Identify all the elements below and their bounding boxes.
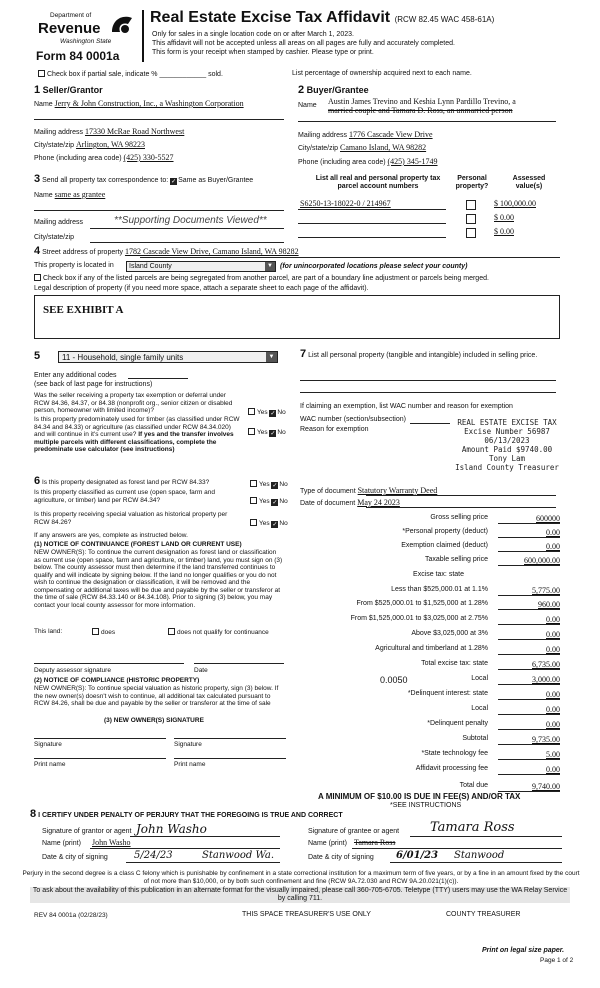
does-not-checkbox[interactable]: does not qualify for continuance xyxy=(168,628,269,637)
dept-line1: Department of xyxy=(50,12,92,19)
list-percentage: List percentage of ownership acquired next to each name. xyxy=(292,70,472,77)
assessed-value[interactable]: $ 0.00 xyxy=(494,213,514,222)
document-date[interactable]: May 24 2023 xyxy=(357,498,400,507)
gross-selling-price: Gross selling price 600000 xyxy=(430,514,560,523)
dept-line2: Revenue xyxy=(38,20,101,37)
buyer-mailing[interactable]: 1776 Cascade View Drive xyxy=(348,130,433,139)
local-rate: 0.0050 xyxy=(380,675,408,685)
forest-answer[interactable]: Yes ✓ No xyxy=(250,480,288,489)
bracket-1: Less than $525,000.01 at 1.1% 5,775.00 xyxy=(391,586,560,595)
chevron-down-icon: ▼ xyxy=(266,352,277,362)
grantor-name[interactable]: John Washo xyxy=(92,838,131,847)
section-8: 8 I CERTIFY UNDER PENALTY OF PERJURY THAT THE FOREGOING IS TRUE AND CORRECT Signature of grantor or agent John Washo Name (print) John Washo Date & city of signing 5/24/23 Stanwood Wa. Signature of grantee or agent Tamara Ross Name (print) Tamara Ross Date & city of signing 6/01/23 Stanwood xyxy=(30,810,570,870)
seller-phone[interactable]: (425) 330-5527 xyxy=(123,153,174,162)
header-note1: Only for sales in a single location code on or after March 1, 2023. xyxy=(152,31,354,38)
personal-property-deduct: *Personal property (deduct) 0.00 xyxy=(402,528,560,537)
table-row xyxy=(298,227,560,239)
tax-calculation xyxy=(0,514,600,804)
grantor-signature[interactable]: John Washo xyxy=(136,822,207,836)
legal-size-note: Print on legal size paper. xyxy=(482,947,565,954)
dor-logo-icon xyxy=(108,12,134,38)
buyer-city[interactable]: Camano Island, WA 98282 xyxy=(340,143,427,152)
seller-mailing[interactable]: 17330 McRae Road Northwest xyxy=(84,127,185,136)
taxable-selling-price: Taxable selling price 600,000.00 xyxy=(424,556,560,565)
parcel-table: List all real and personal property tax parcel account numbers Personal property? Assessed value(s) S6250-13-18022-0 / 214967 $ 100,000.00 $ 0.00 $ 0.00 xyxy=(298,175,560,245)
current-use-answer[interactable]: Yes ✓ No xyxy=(250,497,288,506)
does-checkbox[interactable]: does xyxy=(92,628,115,637)
section-6: 6 Is this property designated as forest land per RCW 84.33? Yes ✓ No Is this property classified as current use (open space, farm and agriculture, or timber) land per RCW 84.34? Yes ✓ No Is this property receiving special valuation as historical property per RCW 84.26? Yes ✓ No If any answers are yes, complete as instructed below. (1) NOTICE OF CONTINUANCE (FOREST LAND OR CURRENT USE) NEW OWNER(S): To continue the current designation as forest land or classification as current use (open space, farm and agriculture, or timber) land, you must sign on (3) below. The county assessor must then determine if the land transferred continues to qualify and will indicate by signing below. If the land no longer qualifies or you do not wish to continue the designation or classification, it will be removed and the compensating or additional taxes will be due and payable by the seller or transferor at the time of sale (RCW 84.33.140 or 84.34.108). Prior to signing (3) below, you may contact your local county assessor for more information. This land: does does not qualify for continuance Deputy assessor signature Date (2) NOTICE OF COMPLIANCE (HISTORIC PROPERTY) NEW OWNER(S): To continue special valuation as historic property, sign (3) below. If the new owner(s) doesn't wish to continue, all additional tax calculated pursuant to RCW 84.26, shall be due and payable by the seller or transferor at the time of sale (3) NEW OWNER(S) SIGNATURE Signature Signature Print name Print name xyxy=(34,475,288,768)
header-note3: This form is your receipt when stamped by cashier. Please type or print. xyxy=(152,49,374,56)
section-5: 5 11 - Household, single family units ▼ Enter any additional codes (see back of last page for instructions) Was the seller receiving a property tax exemption or deferral under RCW 84.36, 84.37, or 84.38 (nonprofit org., senior citizen or disabled person, homeowner with limited income)? Yes ✓ No Is this property predominately used for timber (as classified under RCW 84.34 and 84.33) or agriculture (as classified under RCW 84.34.020) and will continue in it's current use? If yes and the transfer involves multiple parcels with different classifications, complete the predominate use calculator (see instructions) Yes ✓ No xyxy=(34,350,286,453)
total-due: Total due 9,740.00 xyxy=(459,782,560,791)
header-note2: This affidavit will not be accepted unless all areas on all pages are fully and accurately completed. xyxy=(152,40,455,47)
delinquent-interest-local: Local 0.00 xyxy=(471,705,560,714)
bracket-3: From $1,525,000.01 to $3,025,000 at 2.75% 0.00 xyxy=(350,615,560,624)
seller-section: 1 Seller/Grantor Name Jerry & John Construction, Inc., a Washington Corporation Mailing address 17330 McRae Road Northwest City/state/zip Arlington, WA 98223 Phone (including area code) (425) 330-5527 xyxy=(34,84,290,168)
personal-property-checkbox[interactable] xyxy=(466,228,476,238)
section-7: 7 List all personal property (tangible and intangible) included in selling price. If claiming an exemption, list WAC number and reason for exemption WAC number (section/subsection) Reason for exemption REAL ESTATE EXCISE TAX Excise Number 56987 06/13/2023 Amount Paid $9740.00 Tony Lam Island County Treasurer Type of document Statutory Warranty Deed Date of document May 24 2023 xyxy=(300,350,562,510)
county-treasurer: COUNTY TREASURER xyxy=(446,911,521,918)
subtotal: Subtotal 9,735.00 xyxy=(462,735,560,744)
correspondence-name[interactable]: same as grantee xyxy=(54,190,106,199)
grantee-name[interactable]: Tamara Ross xyxy=(354,838,396,847)
bracket-4: Above $3,025,000 at 3% 0.00 xyxy=(411,630,560,639)
q2-answer[interactable]: Yes ✓ No xyxy=(248,428,286,437)
table-row xyxy=(298,213,560,225)
personal-property-checkbox[interactable] xyxy=(466,214,476,224)
delinquent-penalty: *Delinquent penalty 0.00 xyxy=(427,720,560,729)
supporting-documents-stamp: **Supporting Documents Viewed** xyxy=(114,215,267,226)
legal-description-box[interactable]: SEE EXHIBIT A xyxy=(34,295,560,339)
grantee-city[interactable]: Stanwood xyxy=(454,850,505,861)
grantor-city[interactable]: Stanwood Wa. xyxy=(202,850,275,861)
excise-tax-state-heading: Excise tax: state xyxy=(413,571,464,578)
agricultural-timberland: Agricultural and timberland at 1.28% 0.00 xyxy=(375,645,560,654)
alternate-format-notice: To ask about the availability of this publication in an alternate format for the visually impaired, please call 360-705-6705. Teletype (TTY) users may use the WA Relay Service by calling 711. xyxy=(30,887,570,903)
county-select[interactable]: Island County ▼ xyxy=(126,261,276,272)
affidavit-processing-fee: Affidavit processing fee 0.00 xyxy=(415,765,560,774)
page-title: Real Estate Excise Tax Affidavit (RCW 82.45 WAC 458-61A) xyxy=(150,9,495,26)
state-technology-fee: *State technology fee 5.00 xyxy=(421,750,560,759)
buyer-section: 2 Buyer/Grantee Name Austin James Trevino and Keshia Lynn Pardillo Trevino, a married couple and Tamara D. Ross, an unmarried person Mailing address 1776 Cascade View Drive City/state/zip Camano Island, WA 98282 Phone (including area code) (425) 345-1749 xyxy=(298,84,560,168)
excise-paid-stamp: REAL ESTATE EXCISE TAX Excise Number 56987 06/13/2023 Amount Paid $9740.00 Tony Lam Island County Treasurer xyxy=(455,418,559,472)
exemption-claimed: Exemption claimed (deduct) 0.00 xyxy=(401,542,560,551)
historic-answer[interactable]: Yes ✓ No xyxy=(250,519,288,528)
document-type[interactable]: Statutory Warranty Deed xyxy=(357,486,438,495)
partial-sale[interactable]: Check box if partial sale, indicate % ____________ sold. xyxy=(38,70,223,79)
table-row xyxy=(298,199,560,211)
parcel-number[interactable]: S6250-13-18022-0 / 214967 xyxy=(300,199,391,208)
treasurer-use-only: THIS SPACE TREASURER'S USE ONLY xyxy=(242,911,371,918)
grantor-date[interactable]: 5/24/23 xyxy=(134,850,173,861)
property-street[interactable]: 1782 Cascade View Drive, Camano Island, WA 98282 xyxy=(124,247,299,256)
section-4: 4 Street address of property 1782 Cascade View Drive, Camano Island, WA 98282 This property is located in Island County ▼ (for unincorporated locations please select your county) Check box if any of the listed parcels are being segregated from another parcel, are part of a boundary line adjustment or parcels being merged. Legal description of property (if you need more space, attach a separate sheet to each page of the affidavit). SEE EXHIBIT A xyxy=(34,247,564,347)
buyer-phone[interactable]: (425) 345-1749 xyxy=(387,157,438,166)
form-revision: REV 84 0001a (02/28/23) xyxy=(34,912,108,919)
grantee-signature[interactable]: Tamara Ross xyxy=(430,820,515,835)
grantee-date[interactable]: 6/01/23 xyxy=(396,850,439,861)
total-excise-tax-state: Total excise tax: state 6,735.00 xyxy=(421,660,560,669)
perjury-notice: Perjury in the second degree is a class C felony which is punishable by confinement in a state correctional institution for a maximum term of five years, or by a fine in an amount fixed by the court of not more than $10,000, or by both such confinement and fine (RCW 9A.72.030 and RCW 9A.20.021(1)(c)). xyxy=(22,870,580,885)
see-instructions: *SEE INSTRUCTIONS xyxy=(390,802,462,809)
delinquent-interest-state: *Delinquent interest: state 0.00 xyxy=(407,690,560,699)
seller-name[interactable]: Jerry & John Construction, Inc., a Washington Corporation xyxy=(54,99,244,108)
form-number: Form 84 0001a xyxy=(36,49,120,63)
dept-line3: Washington State xyxy=(60,38,112,45)
assessed-value[interactable]: $ 100,000.00 xyxy=(494,199,536,208)
personal-property-checkbox[interactable] xyxy=(466,200,476,210)
seller-city[interactable]: Arlington, WA 98223 xyxy=(76,140,145,149)
buyer-name-line1[interactable]: Austin James Trevino and Keshia Lynn Pardillo Trevino, a xyxy=(328,97,516,106)
page-number: Page 1 of 2 xyxy=(540,957,574,964)
chevron-down-icon: ▼ xyxy=(265,262,275,271)
local-tax: 0.0050 Local 3,000.00 xyxy=(380,675,560,685)
assessed-value[interactable]: $ 0.00 xyxy=(494,227,514,236)
buyer-name-line2[interactable]: married couple and Tamara D. Ross, an unmarried person xyxy=(328,106,513,115)
bracket-2: From $525,000.01 to $1,525,000 at 1.28% 960.00 xyxy=(356,600,560,609)
land-use-select[interactable]: 11 - Household, single family units ▼ xyxy=(58,351,278,363)
q1-answer[interactable]: Yes ✓ No xyxy=(248,408,286,417)
segregated-checkbox[interactable]: Check box if any of the listed parcels are being segregated from another parcel, are part of a boundary line adjustment or parcels being merged. xyxy=(34,274,489,283)
section-3: 3 Send all property tax correspondence to: ✓ Same as Buyer/Grantee Name same as grantee Mailing address **Supporting Documents Viewed** City/state/zip xyxy=(34,175,296,245)
minimum-due: A MINIMUM OF $10.00 IS DUE IN FEE(S) AND/OR TAX xyxy=(318,792,521,801)
